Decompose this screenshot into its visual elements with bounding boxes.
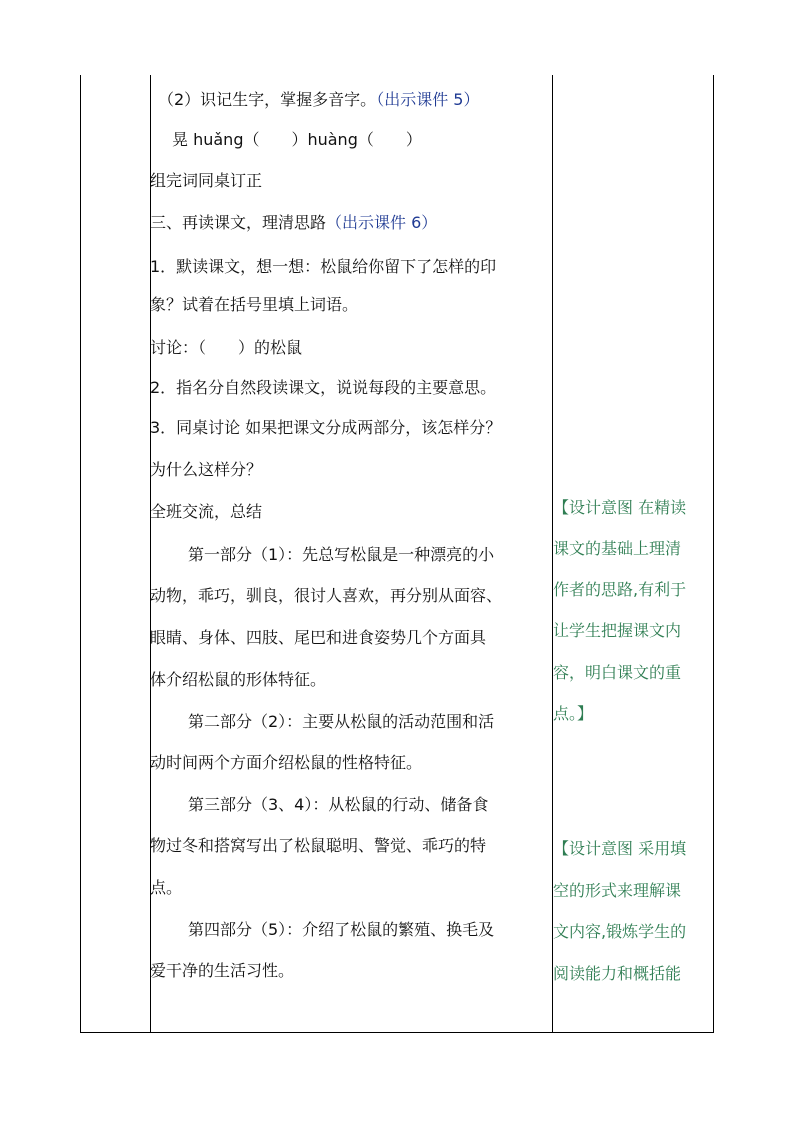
courseware-reference: （出示课件 6） [326, 213, 438, 232]
text-line: 动时间两个方面介绍松鼠的性格特征。 [150, 753, 423, 772]
table-border-left [80, 75, 81, 1033]
design-note-line: 让学生把握课文内 [553, 621, 682, 640]
design-note-line: 空的形式来理解课 [553, 881, 682, 900]
text-line: 组完词同桌订正 [150, 171, 263, 190]
design-note-line: 作者的思路,有利于 [553, 580, 687, 599]
design-note-line: 文内容,锻炼学生的 [553, 922, 687, 941]
text-line: 爱干净的生活习性。 [150, 961, 295, 980]
design-note-line: 课文的基础上理清 [553, 539, 682, 558]
text-line: 体介绍松鼠的形体特征。 [150, 670, 327, 689]
design-note-line: 点。】 [553, 704, 594, 723]
design-note-line: 【设计意图 在精读 [553, 498, 687, 517]
design-note-line: 【设计意图 采用填 [553, 839, 687, 858]
text-line: 动物，乖巧，驯良，很讨人喜欢，再分别从面容、 [150, 586, 503, 605]
text-line [158, 89, 479, 111]
text-line: 为什么这样分？ [150, 460, 263, 479]
text-line: 第三部分（3、4）：从松鼠的行动、储备食 [188, 795, 489, 814]
text-line: 象？试着在括号里填上词语。 [150, 295, 359, 314]
text-line: 第一部分（1）：先总写松鼠是一种漂亮的小 [188, 545, 495, 564]
text-line: 1．默读课文，想一想：松鼠给你留下了怎样的印 [150, 257, 497, 276]
text-line: 2．指名分自然段读课文，说说每段的主要意思。 [150, 378, 497, 397]
text-line: 第四部分（5）：介绍了松鼠的繁殖、换毛及 [188, 920, 495, 939]
design-note-line: 阅读能力和概括能 [553, 964, 682, 983]
text-line: 3．同桌讨论 如果把课文分成两部分，该怎样分？ [150, 418, 502, 437]
design-note-line: 容，明白课文的重 [553, 663, 682, 682]
section-heading [150, 212, 437, 234]
courseware-reference: （出示课件 5） [376, 90, 480, 109]
text-line-main: （2）识记生字，掌握多音字。 [158, 90, 377, 109]
text-line: 全班交流，总结 [150, 502, 263, 521]
text-line: 第二部分（2）：主要从松鼠的活动范围和活 [188, 712, 495, 731]
text-line: 眼睛、身体、四肢、尾巴和进食姿势几个方面具 [150, 628, 487, 647]
design-intent-cell [553, 75, 714, 1033]
teaching-process-cell [150, 75, 552, 1033]
text-line: 物过冬和搭窝写出了松鼠聪明、警觉、乖巧的特 [150, 836, 487, 855]
text-line: 讨论：（ ）的松鼠 [150, 338, 303, 357]
text-line-main: 三、再读课文，理清思路 [150, 213, 327, 232]
text-line: 点。 [150, 878, 183, 897]
text-line: 晃 huǎng（ ）huàng（ ） [172, 130, 422, 149]
